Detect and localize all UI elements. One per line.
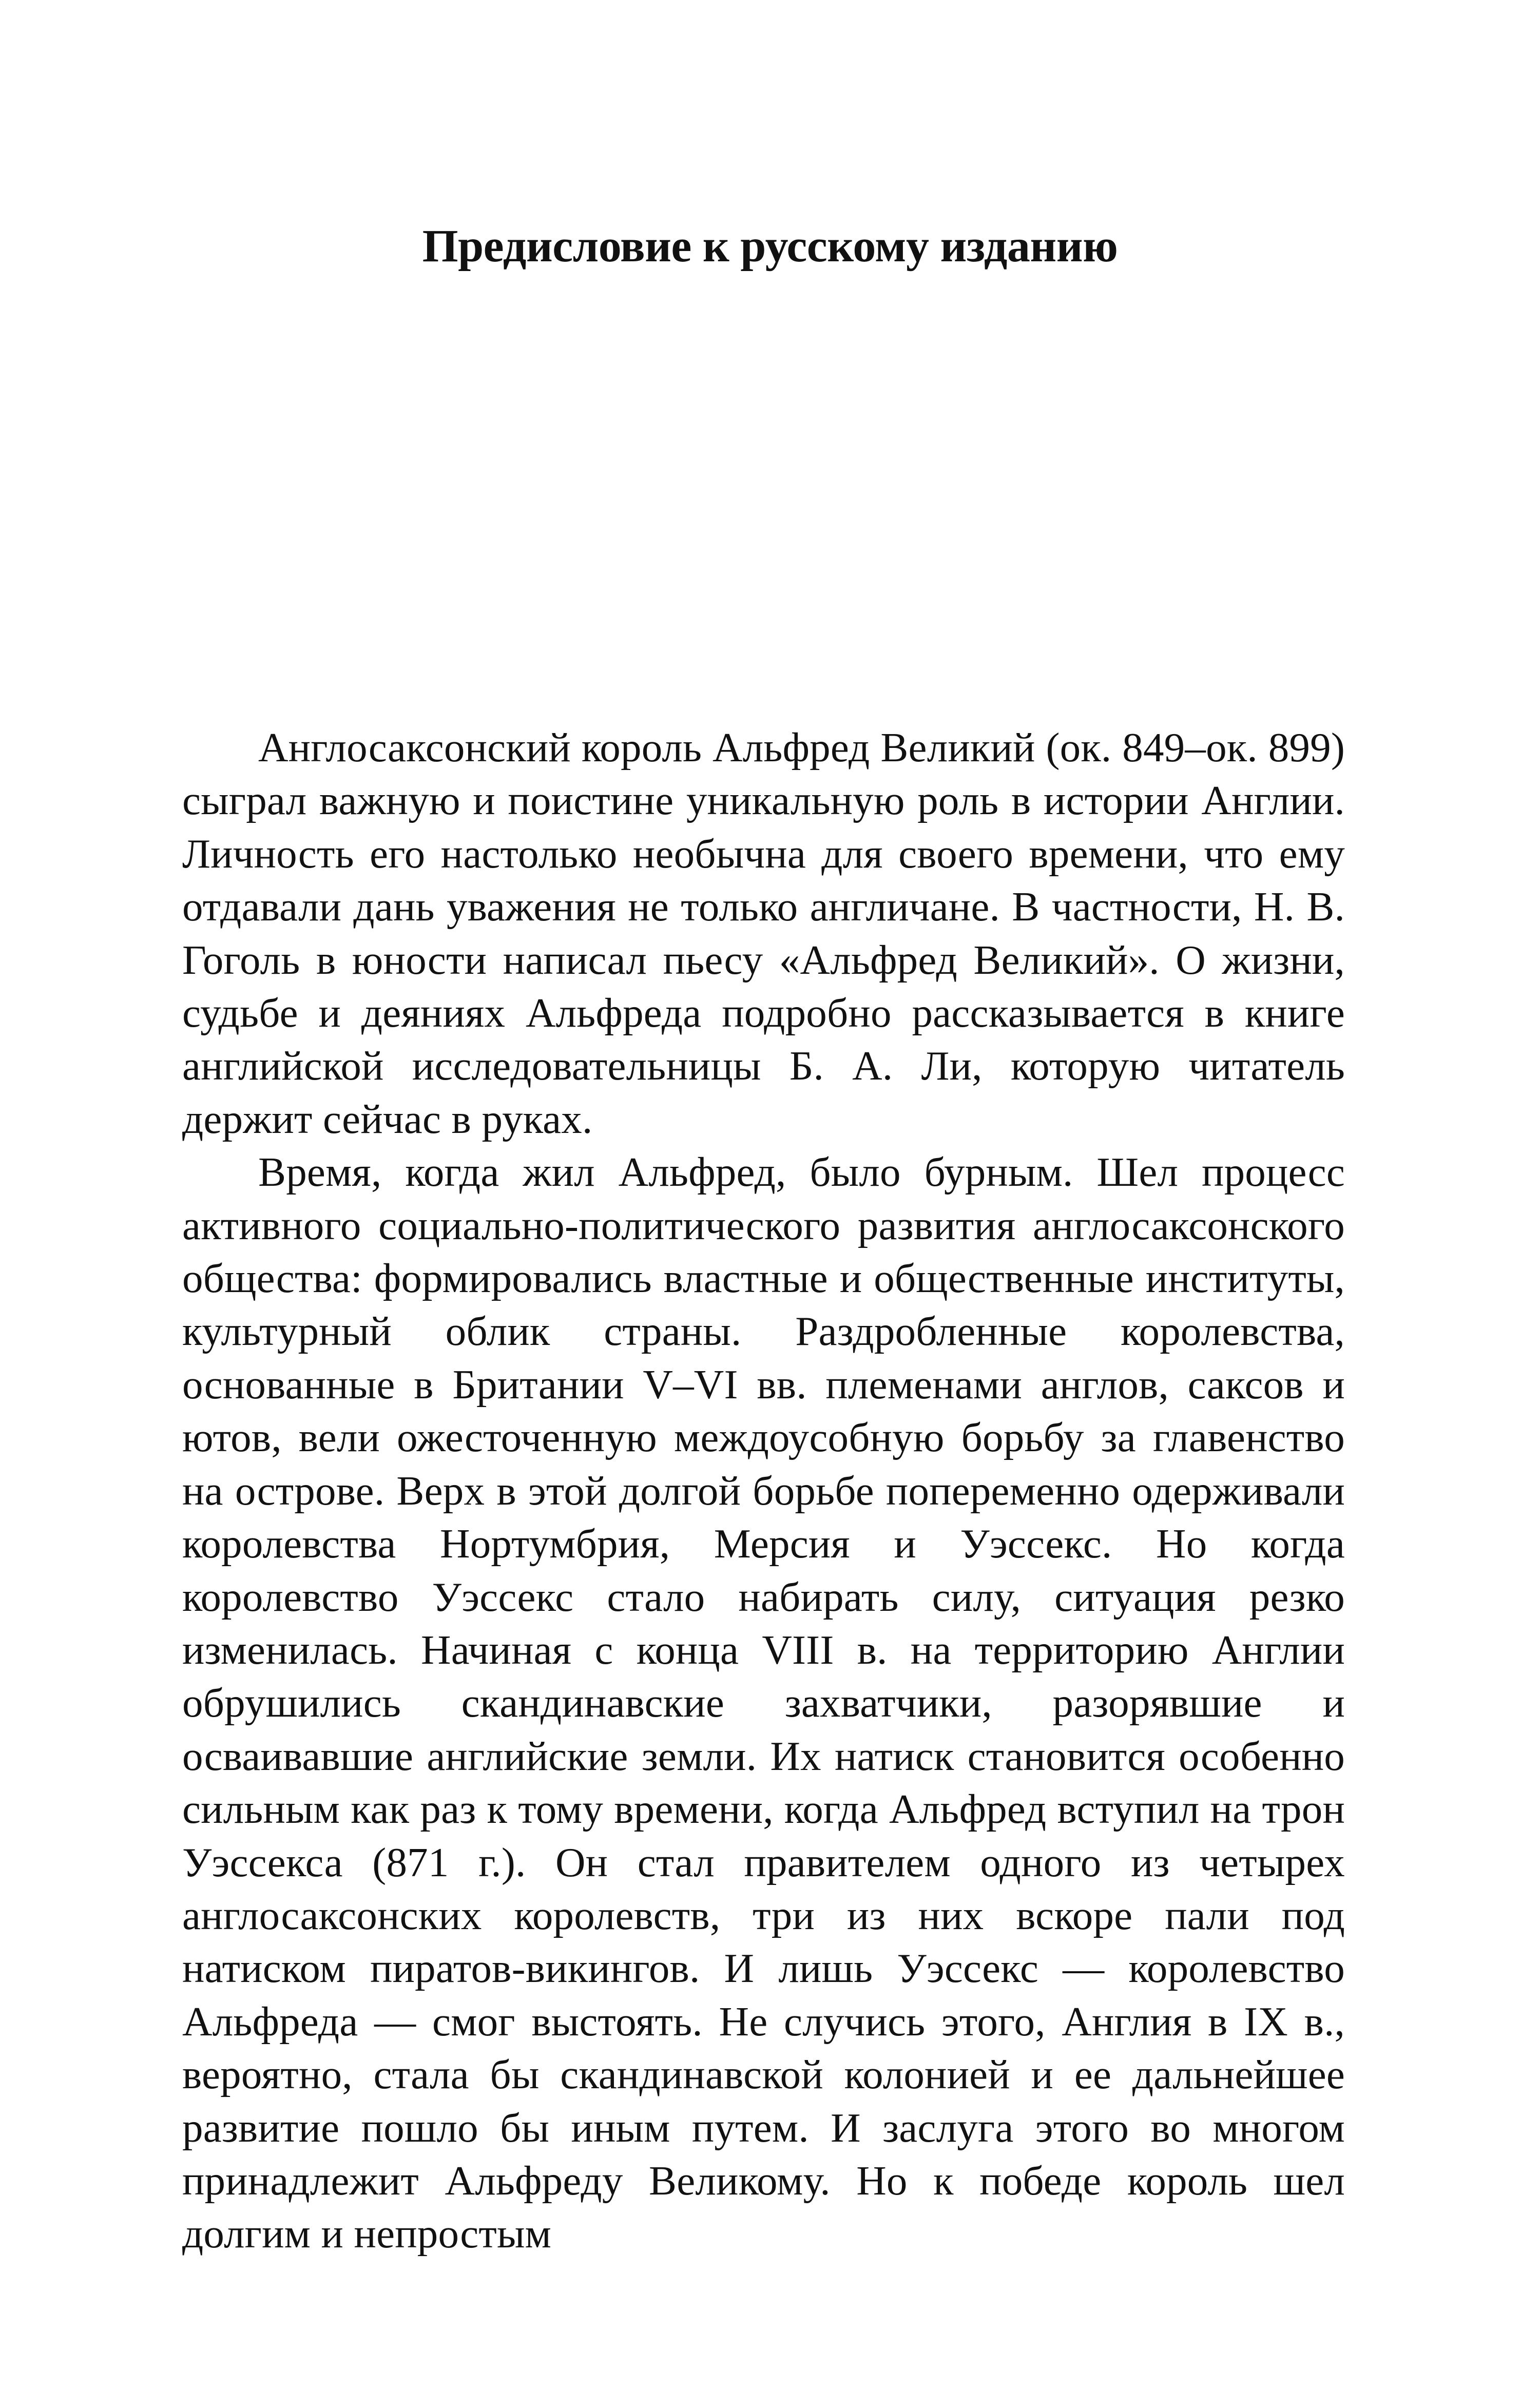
chapter-title: Предисловие к русскому изданию	[422, 221, 1118, 272]
paragraph-2: Время, когда жил Альфред, было бурным. Шел процесс активного социально-политического развития англосаксонского общества: формировались властные и общественные институты, культурный облик страны. Раздробленные королевства, основанные в Британии V–VI вв. племенами англов, саксов и ютов, вели ожесточенную междоусобную борьбу за главенство на острове. Верх в этой долгой борьбе попеременно одерживали королевства Нортумбрия, Мерсия и Уэссекс. Но когда королевство Уэссекс стало набирать силу, ситуация резко изменилась. Начиная с конца VIII в. на территорию Англии обрушились скандинавские захватчики, разорявшие и осваивавшие английские земли. Их натиск становится особенно сильным как раз к тому времени, когда Альфред вступил на трон Уэссекса (871 г.). Он стал правителем одного из четырех англосаксонских королевств, три из них вскоре пали под натиском пиратов-викингов. И лишь Уэссекс — королевство Альфреда — смог выстоять. Не случись этого, Англия в IX в., вероятно, стала бы скандинавской колонией и ее дальнейшее развитие пошло бы иным путем. И заслуга этого во многом принадлежит Альфреду Великому. Но к победе король шел долгим и непростым	[182, 1149, 1345, 2257]
body-text	[182, 721, 1345, 2261]
paragraph-1: Англосаксонский король Альфред Великий (ок. 849–ок. 899) сыграл важную и поистине уникальную роль в истории Англии. Личность его настолько необычна для своего времени, что ему отдавали дань уважения не только англичане. В частности, Н. В. Гоголь в юности написал пьесу «Альфред Великий». О жизни, судьбе и деяниях Альфреда подробно рассказывается в книге английской исследовательницы Б. А. Ли, которую читатель держит сейчас в руках.	[182, 724, 1345, 1142]
